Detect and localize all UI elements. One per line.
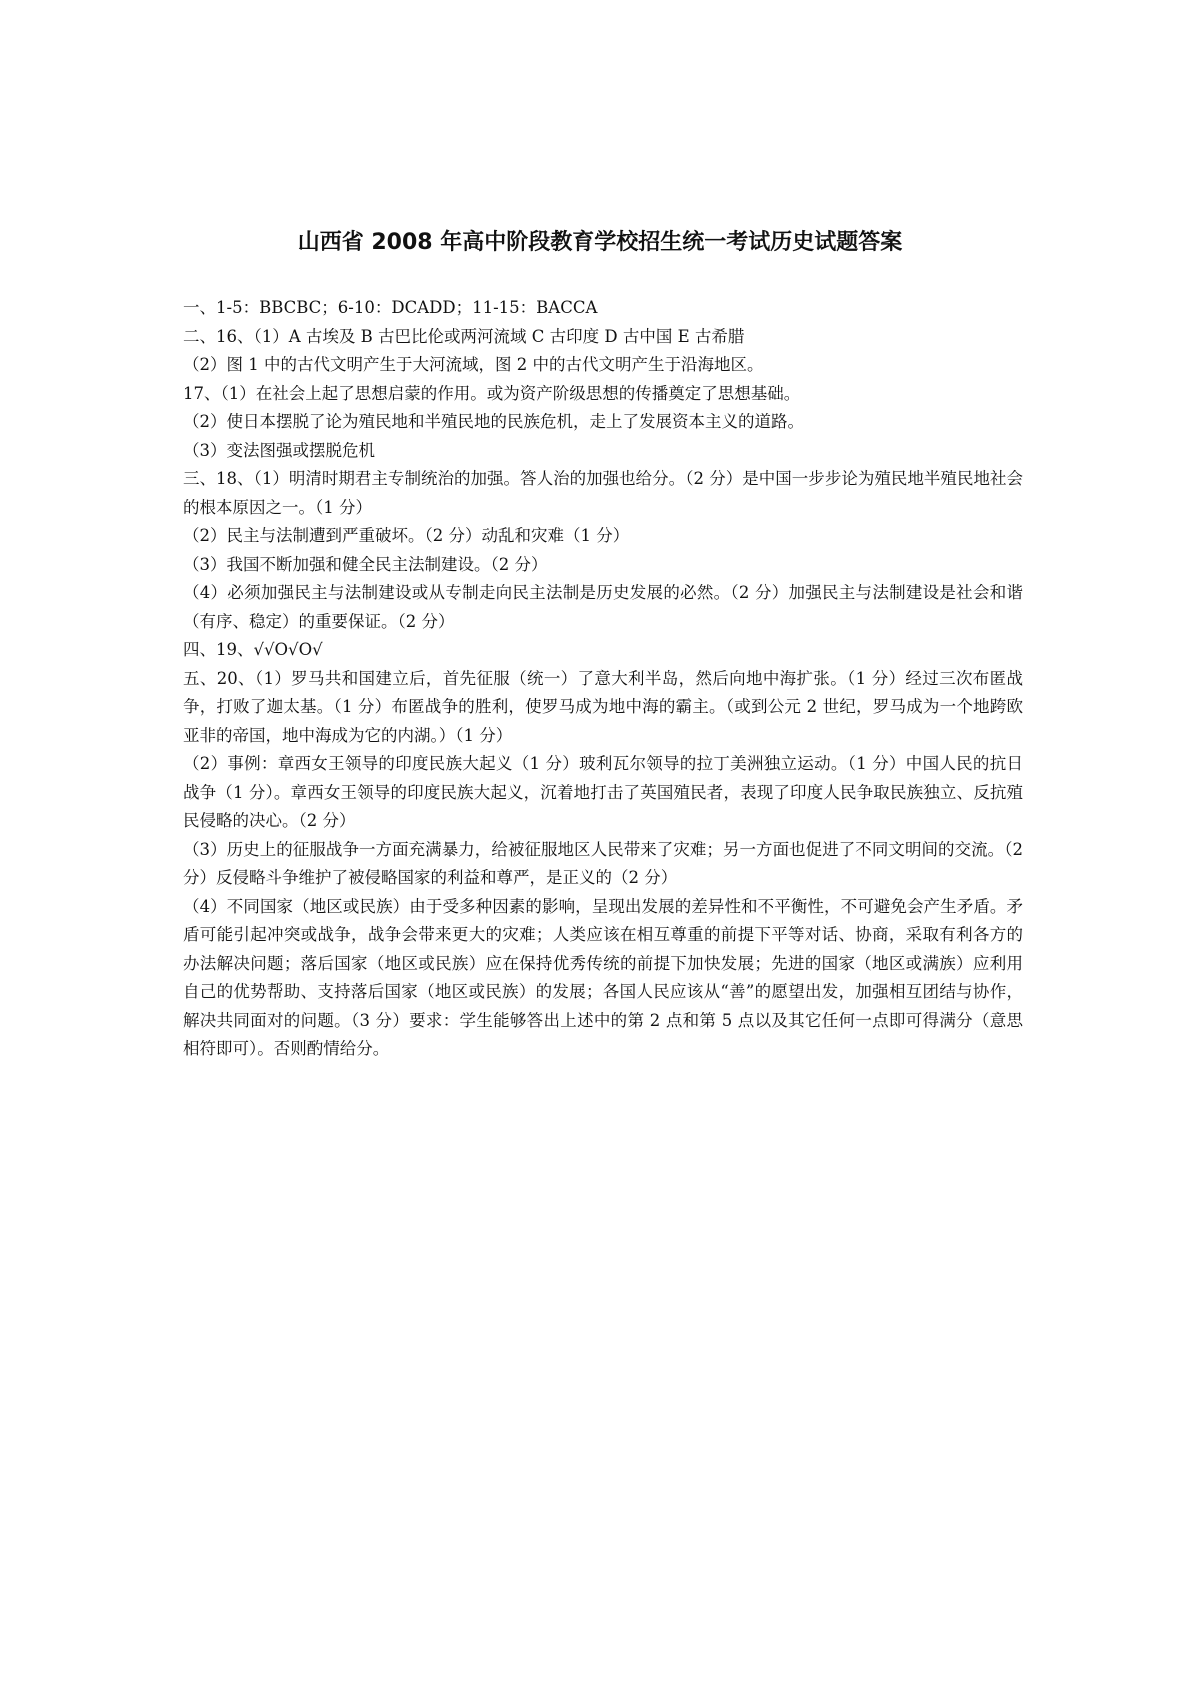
document-title: 山西省 2008 年高中阶段教育学校招生统一考试历史试题答案 xyxy=(297,230,903,255)
answer-para-q18-3: （3）我国不断加强和健全民主法制建设。（2 分） xyxy=(183,554,548,574)
answer-line-q16-2: （2）图 1 中的古代文明产生于大河流域，图 2 中的古代文明产生于沿海地区。 xyxy=(183,355,764,374)
answer-line-q17-3: （3）变法图强或摆脱危机 xyxy=(183,440,375,460)
answer-para-q20-3: （3）历史上的征服战争一方面充满暴力，给被征服地区人民带来了灾难；另一方面也促进了不同文明间的交流。（2 分）反侵略斗争维护了被侵略国家的利益和尊严，是正义的（2 分） xyxy=(183,839,1023,887)
answer-para-q18-1: 三、18、（1）明清时期君主专制统治的加强。答人治的加强也给分。（2 分）是中国一步步论为殖民地半殖民地社会的根本原因之一。（1 分） xyxy=(183,469,1023,517)
answer-para-q20-4: （4）不同国家（地区或民族）由于受多种因素的影响，呈现出发展的差异性和不平衡性，不可避免会产生矛盾。矛盾可能引起冲突或战争，战争会带来更大的灾难；人类应该在相互尊重的前提下平等对话、协商，采取有利各方的办法解决问题；落后国家（地区或民族）应在保持优秀传统的前提下加快发展；先进的国家（地区或满族）应利用自己的优势帮助、支持落后国家（地区或民族）的发展；各国人民应该从“善”的愿望出发，加强相互团结与协作，解决共同面对的问题。（3 分）要求：学生能够答出上述中的第 2 点和第 5 点以及其它任何一点即可得满分（意思相符即可）。否则酌情给分。 xyxy=(183,896,1023,1058)
answer-line-q17-1: 17、（1）在社会上起了思想启蒙的作用。或为资产阶级思想的传播奠定了思想基础。 xyxy=(183,383,801,403)
answer-para-q18-4: （4）必须加强民主与法制建设或从专制走向民主法制是历史发展的必然。（2 分）加强民主与法制建设是社会和谐（有序、稳定）的重要保证。（2 分） xyxy=(183,583,1023,631)
answer-para-q20-1: 五、20、（1）罗马共和国建立后，首先征服（统一）了意大利半岛，然后向地中海扩张。（1 分）经过三次布匿战争，打败了迦太基。（1 分）布匿战争的胜利，使罗马成为地中海的霸主。（或到公元 2 世纪，罗马成为一个地跨欧亚非的帝国，地中海成为它的内湖。）（1 分） xyxy=(183,668,1023,745)
answer-line-q19: 四、19、√√O√O√ xyxy=(183,640,323,659)
answer-para-q20-2: （2）事例：章西女王领导的印度民族大起义（1 分）玻利瓦尔领导的拉丁美洲独立运动。（1 分）中国人民的抗日战争（1 分）。章西女王领导的印度民族大起义，沉着地打击了英国殖民者，表现了印度人民争取民族独立、反抗殖民侵略的决心。（2 分） xyxy=(183,754,1023,830)
answer-body xyxy=(183,294,1023,1064)
answer-line-q17-2: （2）使日本摆脱了论为殖民地和半殖民地的民族危机，走上了发展资本主义的道路。 xyxy=(183,412,804,431)
answer-para-q18-2: （2）民主与法制遭到严重破坏。（2 分）动乱和灾难（1 分） xyxy=(183,526,630,545)
answer-line-choice: 一、1-5：BBCBC；6-10：DCADD；11-15：BACCA xyxy=(183,298,598,317)
answer-line-q16-1: 二、16、（1）A 古埃及 B 古巴比伦或两河流域 C 古印度 D 古中国 E 古希腊 xyxy=(183,326,745,346)
